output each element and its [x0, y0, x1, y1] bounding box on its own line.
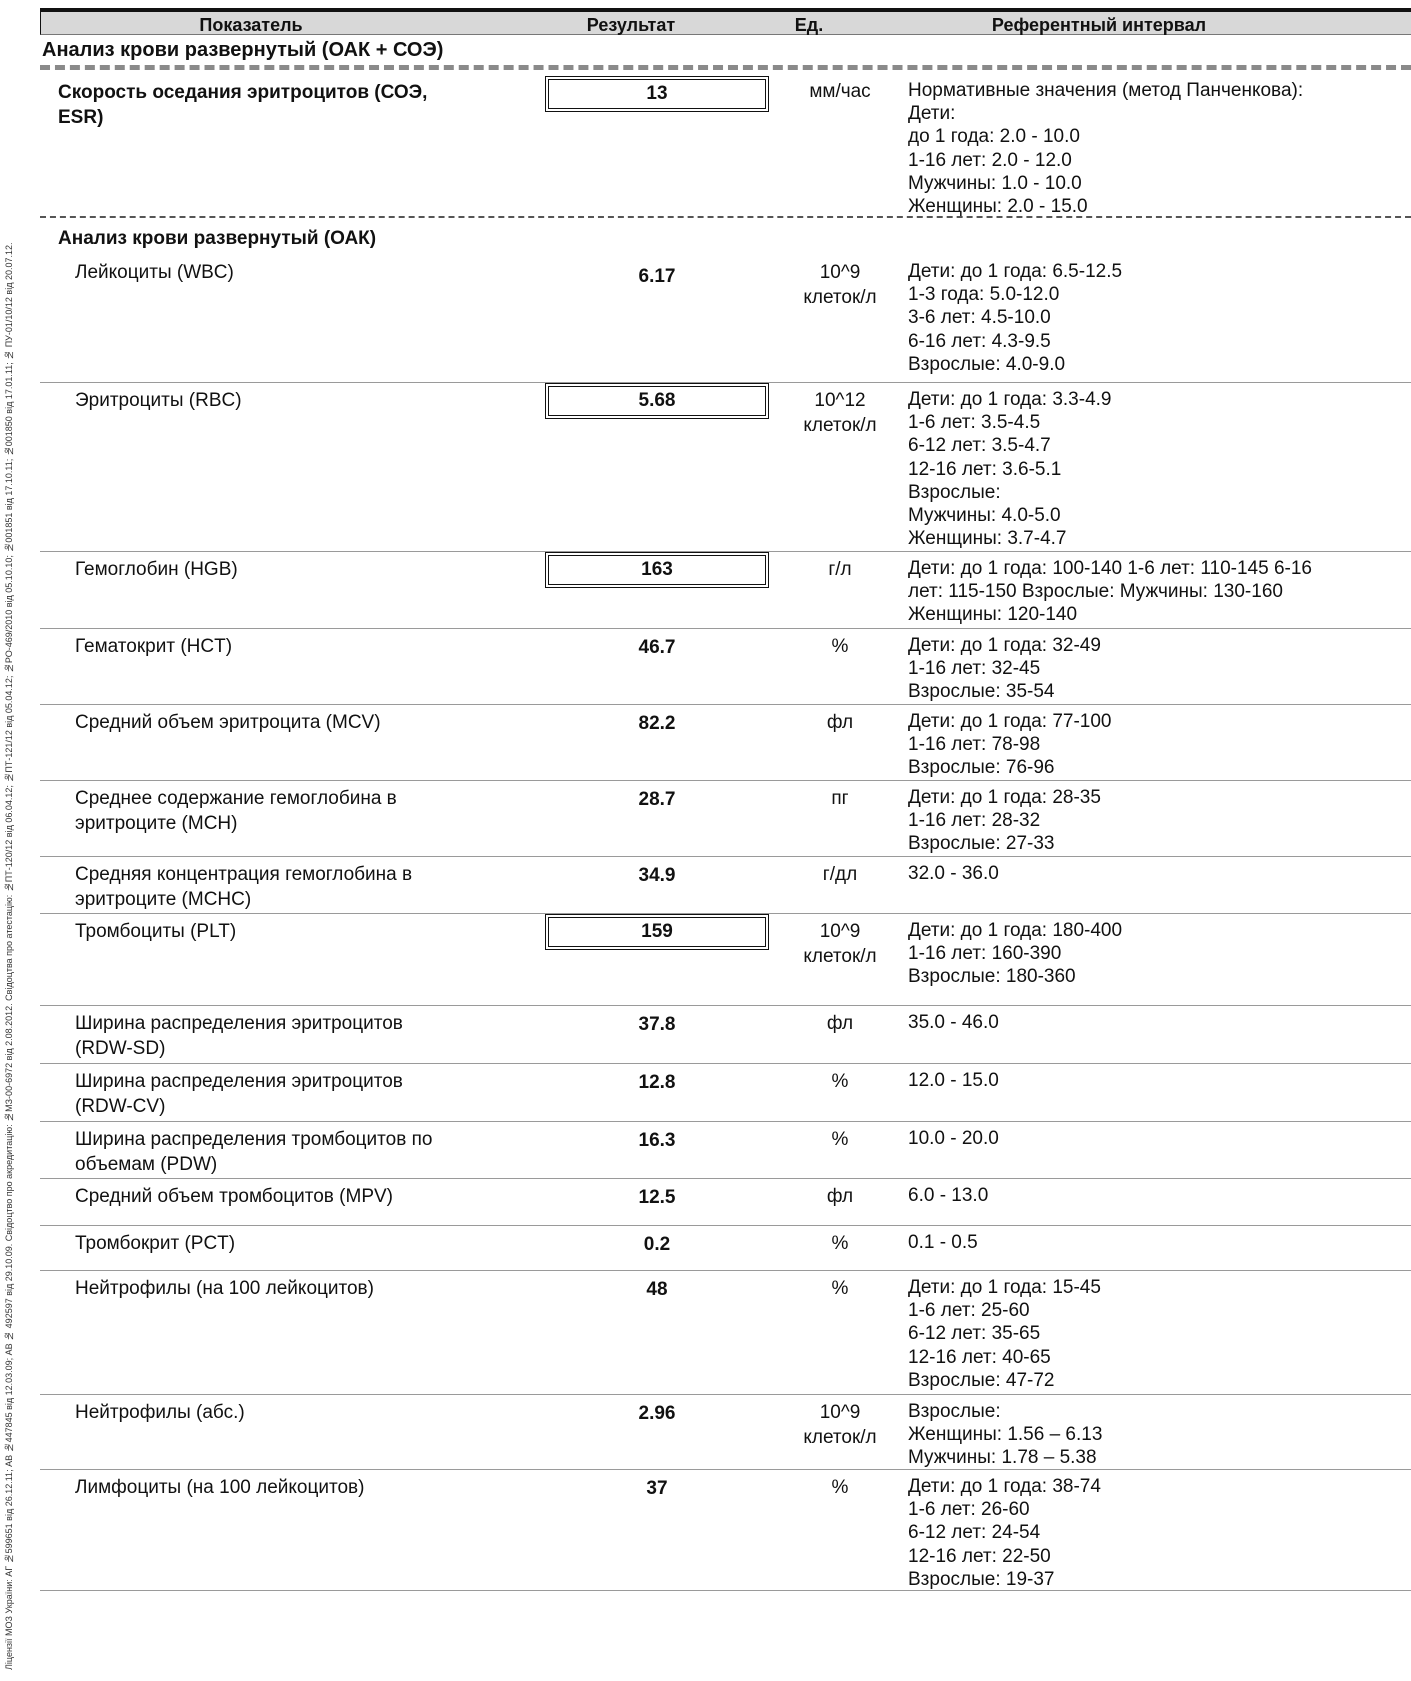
- row-indicator-name: Гемоглобин (HGB): [75, 559, 238, 580]
- row-result-value: 16.3: [638, 1130, 676, 1151]
- row-result-value: 163: [545, 552, 769, 588]
- table-row: [40, 383, 1411, 552]
- row-indicator-name: Эритроциты (RBC): [75, 390, 242, 411]
- table-row: [40, 629, 1411, 705]
- row-result-value: 48: [646, 1279, 668, 1300]
- row-unit: фл: [826, 1186, 854, 1207]
- section-title-row: [40, 218, 1411, 260]
- table-header: [40, 8, 1411, 35]
- row-result-value: 2.96: [638, 1403, 676, 1424]
- row-result-value: 28.7: [638, 789, 676, 810]
- esr-name: Скорость оседания эритроцитов (СОЭ, ESR): [58, 82, 428, 128]
- panel-title: Анализ крови развернутый (ОАК + СОЭ): [42, 39, 444, 61]
- table-row: [40, 1395, 1411, 1470]
- table-row: [40, 705, 1411, 781]
- row-reference-interval: 6.0 - 13.0: [908, 1185, 989, 1206]
- section-title: Анализ крови развернутый (ОАК): [58, 228, 377, 249]
- row-indicator-name: Тромбоциты (PLT): [75, 921, 237, 942]
- row-result-value: 82.2: [638, 713, 676, 734]
- row-unit: %: [831, 1278, 849, 1299]
- row-reference-interval: Дети: до 1 года: 32-49 1-16 лет: 32-45 Взрослые: 35-54: [908, 635, 1101, 703]
- row-indicator-name: Средний объем тромбоцитов (MPV): [75, 1186, 394, 1207]
- row-unit: %: [831, 636, 849, 657]
- table-row: [40, 1179, 1411, 1226]
- table-row: [40, 914, 1411, 1006]
- table-row: [40, 1064, 1411, 1122]
- row-unit: 10^9 клеток/л: [803, 921, 877, 967]
- row-result-value: 159: [545, 914, 769, 950]
- row-result-value: 6.17: [638, 266, 676, 287]
- row-result-value: 12.5: [638, 1187, 676, 1208]
- row-reference-interval: 0.1 - 0.5: [908, 1232, 978, 1253]
- row-unit: г/дл: [822, 864, 858, 885]
- table-row: [40, 1122, 1411, 1179]
- esr-value: 13: [545, 76, 769, 112]
- row-unit: %: [831, 1071, 849, 1092]
- row-reference-interval: Дети: до 1 года: 15-45 1-6 лет: 25-60 6-12 лет: 35-65 12-16 лет: 40-65 Взрослые: 47-72: [908, 1277, 1101, 1391]
- row-result-value: 0.2: [643, 1234, 671, 1255]
- row-reference-interval: 10.0 - 20.0: [908, 1128, 999, 1149]
- row-unit: г/л: [828, 559, 852, 580]
- license-side-text: Ліцензії МОЗ України: АГ №599651 від 26.12.11; АВ №447845 від 12.03.09; АВ № 492597 від 29.10.09. Свідоцтво про акредитацію: №МЗ-00-6972 від 2.08.2012. Свідоцтва про атестацію: №ПТ-120/12 від 06.04.12; №ПТ-121/12 від 05.04.12; №РО-469/2010 від 05.10.10; №001851 від 17.10.11; №001850 від 17.01.11; № ПУ-01/10/12 від 20.07.12.: [4, 242, 14, 1670]
- row-unit: %: [831, 1233, 849, 1254]
- row-indicator-name: Гематокрит (HCT): [75, 636, 233, 657]
- table-row: [40, 260, 1411, 383]
- row-reference-interval: 32.0 - 36.0: [908, 863, 999, 884]
- row-reference-interval: Дети: до 1 года: 180-400 1-16 лет: 160-390 Взрослые: 180-360: [908, 920, 1123, 988]
- row-indicator-name: Ширина распределения эритроцитов (RDW-CV): [75, 1071, 403, 1117]
- row-result-value: 37: [646, 1478, 668, 1499]
- row-reference-interval: Дети: до 1 года: 28-35 1-16 лет: 28-32 Взрослые: 27-33: [908, 787, 1101, 855]
- header-unit: Ед.: [794, 15, 824, 35]
- row-reference-interval: Дети: до 1 года: 6.5-12.5 1-3 года: 5.0-12.0 3-6 лет: 4.5-10.0 6-16 лет: 4.3-9.5 Взрослые: 4.0-9.0: [908, 261, 1123, 375]
- row-unit: пг: [831, 788, 849, 809]
- table-row: [40, 1226, 1411, 1271]
- row-reference-interval: 12.0 - 15.0: [908, 1070, 999, 1091]
- results-document: [40, 8, 1411, 1591]
- row-reference-interval: 35.0 - 46.0: [908, 1012, 999, 1033]
- row-indicator-name: Средний объем эритроцита (MCV): [75, 712, 381, 733]
- row-reference-interval: Дети: до 1 года: 38-74 1-6 лет: 26-60 6-12 лет: 24-54 12-16 лет: 22-50 Взрослые: 19-37: [908, 1476, 1101, 1590]
- header-result: Результат: [586, 15, 676, 35]
- row-result-value: 46.7: [638, 637, 676, 658]
- results-table-body: [40, 260, 1411, 1591]
- row-reference-interval: Дети: до 1 года: 100-140 1-6 лет: 110-145 6-16 лет: 115-150 Взрослые: Мужчины: 130-160 Женщины: 120-140: [908, 558, 1312, 626]
- table-row: [40, 1006, 1411, 1064]
- row-unit: фл: [826, 1013, 854, 1034]
- row-reference-interval: Дети: до 1 года: 77-100 1-16 лет: 78-98 Взрослые: 76-96: [908, 711, 1112, 779]
- row-indicator-name: Нейтрофилы (абс.): [75, 1402, 245, 1423]
- row-indicator-name: Лимфоциты (на 100 лейкоцитов): [75, 1477, 365, 1498]
- header-reference: Референтный интервал: [991, 15, 1207, 35]
- row-indicator-name: Среднее содержание гемоглобина в эритроците (MCH): [75, 788, 397, 834]
- table-row: [40, 1271, 1411, 1395]
- row-unit: фл: [826, 712, 854, 733]
- row-indicator-name: Средняя концентрация гемоглобина в эритроците (MCHC): [75, 864, 413, 910]
- row-indicator-name: Ширина распределения эритроцитов (RDW-SD): [75, 1013, 403, 1059]
- esr-reference: Нормативные значения (метод Панченкова): Дети: до 1 года: 2.0 - 10.0 1-16 лет: 2.0 - 12.0 Мужчины: 1.0 - 10.0 Женщины: 2.0 - 15.0: [908, 80, 1304, 218]
- esr-unit: мм/час: [809, 81, 871, 102]
- table-row: [40, 1470, 1411, 1591]
- row-indicator-name: Нейтрофилы (на 100 лейкоцитов): [75, 1278, 374, 1299]
- row-result-value: 37.8: [638, 1014, 676, 1035]
- row-result-value: 34.9: [638, 865, 676, 886]
- header-indicator: Показатель: [199, 15, 303, 35]
- row-unit: %: [831, 1129, 849, 1150]
- row-unit: %: [831, 1477, 849, 1498]
- esr-row: [40, 70, 1411, 218]
- row-unit: 10^9 клеток/л: [803, 1402, 877, 1448]
- row-unit: 10^9 клеток/л: [803, 262, 877, 308]
- row-unit: 10^12 клеток/л: [803, 390, 877, 436]
- row-reference-interval: Дети: до 1 года: 3.3-4.9 1-6 лет: 3.5-4.5 6-12 лет: 3.5-4.7 12-16 лет: 3.6-5.1 Взрослые: Мужчины: 4.0-5.0 Женщины: 3.7-4.7: [908, 389, 1112, 550]
- row-indicator-name: Лейкоциты (WBC): [75, 262, 234, 283]
- row-result-value: 5.68: [545, 383, 769, 419]
- table-row: [40, 552, 1411, 629]
- row-reference-interval: Взрослые: Женщины: 1.56 – 6.13 Мужчины: 1.78 – 5.38: [908, 1401, 1103, 1469]
- table-row: [40, 857, 1411, 914]
- table-row: [40, 781, 1411, 857]
- row-indicator-name: Ширина распределения тромбоцитов по объемам (PDW): [75, 1129, 433, 1175]
- row-indicator-name: Тромбокрит (PCT): [75, 1233, 236, 1254]
- row-result-value: 12.8: [638, 1072, 676, 1093]
